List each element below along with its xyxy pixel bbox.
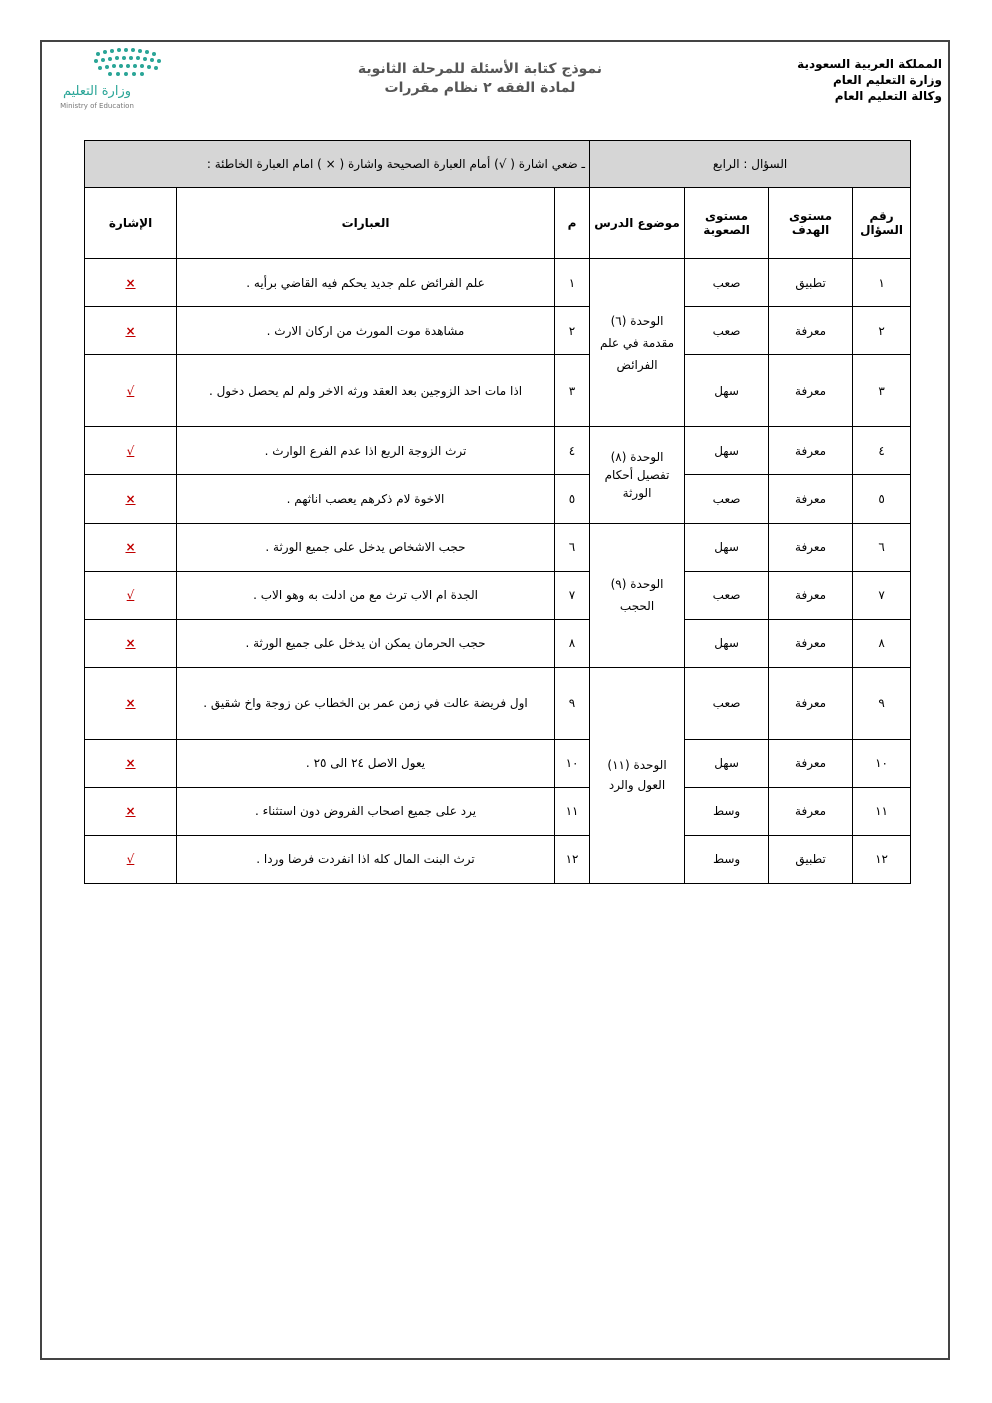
table-row [85, 523, 911, 571]
header-m: م [555, 188, 590, 259]
wrong-mark-icon: × [125, 804, 136, 819]
question-title: السؤال : الرابع [590, 141, 911, 188]
ministry-logo [52, 48, 172, 118]
logo-arabic-text: وزارة التعليم [62, 84, 132, 99]
answer-mark [85, 571, 177, 619]
goal-level: معرفة [769, 787, 853, 835]
answer-mark [85, 259, 177, 307]
correct-mark-icon: √ [126, 443, 135, 458]
wrong-mark-icon: × [125, 756, 136, 771]
difficulty-level: وسط [685, 787, 769, 835]
question-number: ٣ [853, 355, 911, 427]
goal-level: معرفة [769, 355, 853, 427]
goal-level: معرفة [769, 523, 853, 571]
lesson-topic: الوحدة (١١) العول والرد [590, 667, 685, 883]
table-row [85, 475, 911, 523]
table-row [85, 787, 911, 835]
row-index: ٥ [555, 475, 590, 523]
answer-mark [85, 667, 177, 739]
wrong-mark-icon: × [125, 491, 136, 506]
statement-text: اذا مات احد الزوجين بعد العقد ورثه الاخر ولم لم يحصل دخول . [177, 355, 555, 427]
goal-level: معرفة [769, 739, 853, 787]
table-row [85, 355, 911, 427]
row-index: ٧ [555, 571, 590, 619]
statement-text: يعول الاصل ٢٤ الى ٢٥ . [177, 739, 555, 787]
table-row [85, 835, 911, 883]
answer-mark [85, 619, 177, 667]
question-number: ١٢ [853, 835, 911, 883]
goal-level: معرفة [769, 667, 853, 739]
question-number: ١ [853, 259, 911, 307]
lesson-topic: الوحدة (٩) الحجب [590, 523, 685, 667]
answer-mark [85, 787, 177, 835]
answer-mark [85, 355, 177, 427]
question-number: ٩ [853, 667, 911, 739]
goal-level: معرفة [769, 571, 853, 619]
question-number: ٦ [853, 523, 911, 571]
table-row [85, 739, 911, 787]
goal-level: تطبيق [769, 259, 853, 307]
row-index: ٣ [555, 355, 590, 427]
difficulty-level: سهل [685, 523, 769, 571]
header-goal-level: مستوى الهدف [769, 188, 853, 259]
wrong-mark-icon: × [125, 275, 136, 290]
goal-level: تطبيق [769, 835, 853, 883]
difficulty-level: سهل [685, 739, 769, 787]
statement-text: علم الفرائض علم جديد يحكم فيه القاضي برأيه . [177, 259, 555, 307]
difficulty-level: صعب [685, 667, 769, 739]
logo-dots-icon [88, 48, 168, 78]
difficulty-level: سهل [685, 355, 769, 427]
difficulty-level: سهل [685, 427, 769, 475]
question-number: ٤ [853, 427, 911, 475]
wrong-mark-icon: × [125, 323, 136, 338]
answer-mark [85, 835, 177, 883]
header-line: وزارة التعليم العام [832, 73, 942, 87]
row-index: ١٢ [555, 835, 590, 883]
correct-mark-icon: √ [126, 588, 135, 603]
statement-text: ترث الزوجة الربع اذا عدم الفرع الوارث . [177, 427, 555, 475]
row-index: ١١ [555, 787, 590, 835]
statement-text: حجب الحرمان يمكن ان يدخل على جميع الورثة . [177, 619, 555, 667]
question-instruction: ـ ضعي اشارة ( √) أمام العبارة الصحيحة واشارة ( × ) امام العبارة الخاطئة : [85, 141, 590, 188]
goal-level: معرفة [769, 619, 853, 667]
table-title-row [85, 141, 911, 188]
header-title [330, 60, 630, 98]
difficulty-level: وسط [685, 835, 769, 883]
question-number: ٥ [853, 475, 911, 523]
difficulty-level: صعب [685, 571, 769, 619]
answer-mark [85, 427, 177, 475]
goal-level: معرفة [769, 475, 853, 523]
header-mark: الإشارة [85, 188, 177, 259]
row-index: ١ [555, 259, 590, 307]
wrong-mark-icon: × [125, 696, 136, 711]
statement-text: مشاهدة موت المورث من اركان الارث . [177, 307, 555, 355]
logo-english-text: Ministry of Education [60, 102, 134, 110]
table-row [85, 259, 911, 307]
row-index: ١٠ [555, 739, 590, 787]
wrong-mark-icon: × [125, 540, 136, 555]
table-row [85, 619, 911, 667]
difficulty-level: صعب [685, 475, 769, 523]
row-index: ٩ [555, 667, 590, 739]
question-number: ٢ [853, 307, 911, 355]
lesson-topic: الوحدة (٦) مقدمة في علم الفرائض [590, 259, 685, 427]
row-index: ٦ [555, 523, 590, 571]
table-row [85, 307, 911, 355]
answer-mark [85, 475, 177, 523]
table-row [85, 667, 911, 739]
question-number: ١١ [853, 787, 911, 835]
header-title-line: نموذج كتابة الأسئلة للمرحلة الثانوية [357, 61, 603, 77]
row-index: ٤ [555, 427, 590, 475]
difficulty-level: صعب [685, 307, 769, 355]
statement-text: ترث البنت المال كله اذا انفردت فرضا وردا . [177, 835, 555, 883]
header-ministry-lines [722, 56, 942, 104]
statement-text: الاخوة لام ذكرهم يعصب اناثهم . [177, 475, 555, 523]
wrong-mark-icon: × [125, 636, 136, 651]
table-row [85, 571, 911, 619]
row-index: ٨ [555, 619, 590, 667]
question-number: ٨ [853, 619, 911, 667]
table-row [85, 427, 911, 475]
difficulty-level: صعب [685, 259, 769, 307]
header-lesson-topic: موضوع الدرس [590, 188, 685, 259]
lesson-topic: الوحدة (٨) تفصيل أحكام الورثة [590, 427, 685, 523]
answer-mark [85, 307, 177, 355]
header-question-number: رقم السؤال [853, 188, 911, 259]
difficulty-level: سهل [685, 619, 769, 667]
row-index: ٢ [555, 307, 590, 355]
goal-level: معرفة [769, 307, 853, 355]
statement-text: الجدة ام الاب ترث مع من ادلت به وهو الاب . [177, 571, 555, 619]
answer-mark [85, 739, 177, 787]
questions-table [84, 140, 911, 884]
goal-level: معرفة [769, 427, 853, 475]
statement-text: اول فريضة عالت في زمن عمر بن الخطاب عن زوجة واخ شقيق . [177, 667, 555, 739]
question-number: ١٠ [853, 739, 911, 787]
answer-mark [85, 523, 177, 571]
correct-mark-icon: √ [126, 383, 135, 398]
statement-text: حجب الاشخاص يدخل على جميع الورثة . [177, 523, 555, 571]
header-line: المملكة العربية السعودية [797, 57, 942, 71]
header-difficulty-level: مستوى الصعوبة [685, 188, 769, 259]
header-line: وكالة التعليم العام [834, 89, 942, 103]
table-header-row [85, 188, 911, 259]
statement-text: يرد على جميع اصحاب الفروض دون استثناء . [177, 787, 555, 835]
question-number: ٧ [853, 571, 911, 619]
header-statements: العبارات [177, 188, 555, 259]
correct-mark-icon: √ [126, 852, 135, 867]
header-subtitle-line: لمادة الفقه ٢ نظام مقررات [384, 80, 576, 96]
